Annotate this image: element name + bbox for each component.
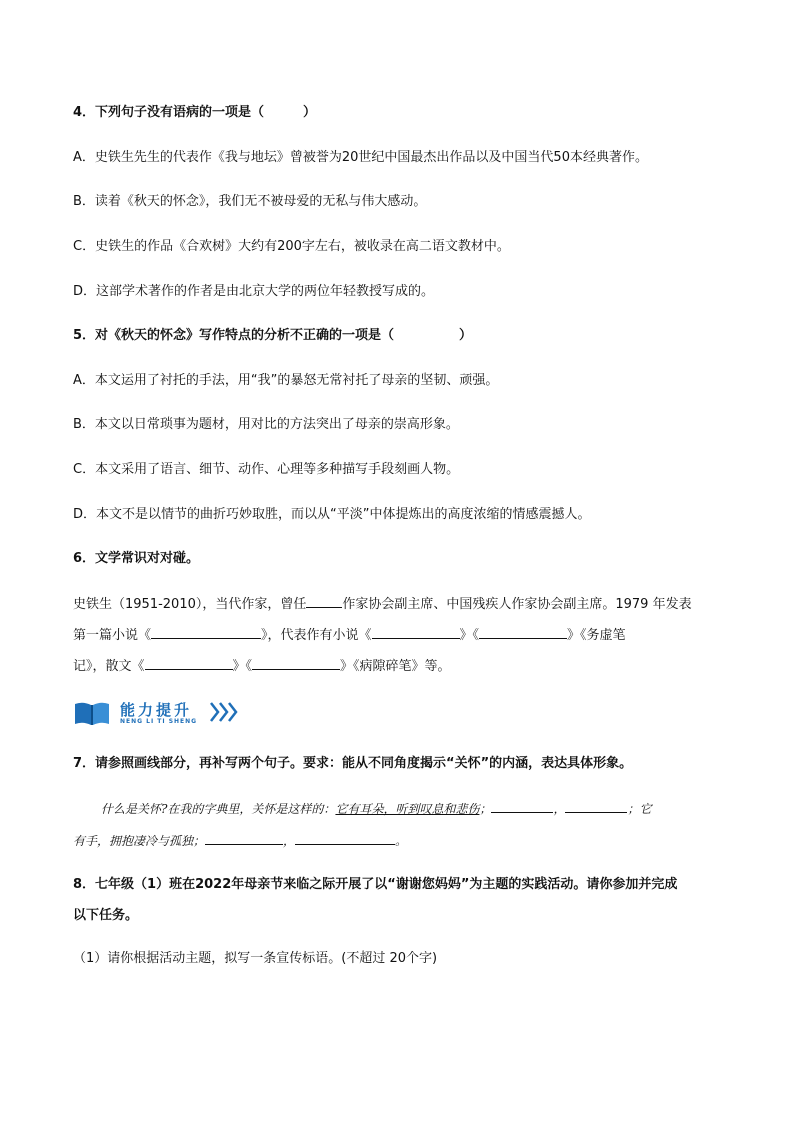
fill-blank[interactable] xyxy=(565,800,627,813)
fill-blank[interactable] xyxy=(205,832,283,845)
q8-subtask-1: （1）请你根据活动主题，拟写一条宣传标语。(不超过 20个字) xyxy=(73,951,438,966)
section-banner xyxy=(73,697,253,733)
q7-text: ；它 xyxy=(627,802,652,816)
banner-subtitle: NENG LI TI SHENG xyxy=(120,718,198,725)
q7-stem: 7．请参照画线部分，再补写两个句子。要求：能从不同角度揭示“关怀”的内涵，表达具体形象。 xyxy=(73,756,633,771)
q7-text: ； xyxy=(479,802,492,816)
q7-text: 。 xyxy=(395,834,408,848)
book-icon xyxy=(73,701,111,727)
q6-paragraph-line-1 xyxy=(73,595,692,614)
q6-text: 》，代表作有小说《 xyxy=(261,628,372,643)
q7-text: ， xyxy=(553,802,566,816)
q5-option-a: A．本文运用了衬托的手法，用“我”的暴怒无常衬托了母亲的坚韧、顽强。 xyxy=(73,373,499,388)
q6-text: 》《 xyxy=(232,659,253,674)
banner-title: 能力提升 xyxy=(120,701,193,719)
q6-text: 史铁生（1951-2010），当代作家，曾任 xyxy=(73,597,307,612)
fill-blank[interactable] xyxy=(372,626,460,639)
q5-option-d: D．本文不是以情节的曲折巧妙取胜，而以从“平淡”中体提炼出的高度浓缩的情感震撼人。 xyxy=(73,507,591,522)
fill-blank[interactable] xyxy=(151,626,261,639)
q7-text: 什么是关怀?在我的字典里，关怀是这样的： xyxy=(101,802,336,816)
q5-option-b: B．本文以日常琐事为题材，用对比的方法突出了母亲的崇高形象。 xyxy=(73,417,459,432)
q8-stem: 8．七年级（1）班在2022年母亲节来临之际开展了以“谢谢您妈妈”为主题的实践活动。请你参加并完成 xyxy=(73,877,678,892)
q6-text: 作家协会副主席、中国残疾人作家协会副主席。1979 年发表 xyxy=(342,597,692,612)
q6-paragraph-line-3 xyxy=(73,657,451,676)
fill-blank[interactable] xyxy=(252,657,340,670)
fill-blank[interactable] xyxy=(479,626,567,639)
q4-option-b: B．读着《秋天的怀念》，我们无不被母爱的无私与伟大感动。 xyxy=(73,194,427,209)
q7-text: ， xyxy=(283,834,296,848)
q4-option-d: D．这部学术著作的作者是由北京大学的两位年轻教授写成的。 xyxy=(73,284,435,299)
q5-stem: 5．对《秋天的怀念》写作特点的分析不正确的一项是（ ） xyxy=(73,328,473,343)
q7-line-1 xyxy=(101,800,652,818)
fill-blank[interactable] xyxy=(295,832,395,845)
q4-option-c: C．史铁生的作品《合欢树》大约有200字左右，被收录在高二语文教材中。 xyxy=(73,239,510,254)
q8-stem-continued: 以下任务。 xyxy=(73,908,139,923)
q5-option-c: C．本文采用了语言、细节、动作、心理等多种描写手段刻画人物。 xyxy=(73,462,460,477)
q6-text: 第一篇小说《 xyxy=(73,628,152,643)
q4-stem: 4．下列句子没有语病的一项是（ ） xyxy=(73,105,317,120)
fill-blank[interactable] xyxy=(306,595,342,608)
q6-text: 》《病隙碎笔》等。 xyxy=(340,659,451,674)
q7-underlined-example: 它有耳朵，听到叹息和悲伤 xyxy=(335,802,480,816)
q4-option-a: A．史铁生先生的代表作《我与地坛》曾被誉为20世纪中国最杰出作品以及中国当代50本经典著作。 xyxy=(73,150,648,165)
q6-text: 记》，散文《 xyxy=(73,659,145,674)
q6-text: 》《 xyxy=(459,628,480,643)
q7-line-2 xyxy=(73,832,407,850)
q6-paragraph-line-2 xyxy=(73,626,626,645)
fill-blank[interactable] xyxy=(145,657,233,670)
q6-text: 》《务虚笔 xyxy=(567,628,626,643)
fill-blank[interactable] xyxy=(491,800,553,813)
q6-stem: 6．文学常识对对碰。 xyxy=(73,551,200,566)
chevron-right-icon xyxy=(209,700,239,724)
q7-text: 有手，拥抱凄冷与孤独； xyxy=(73,834,206,848)
